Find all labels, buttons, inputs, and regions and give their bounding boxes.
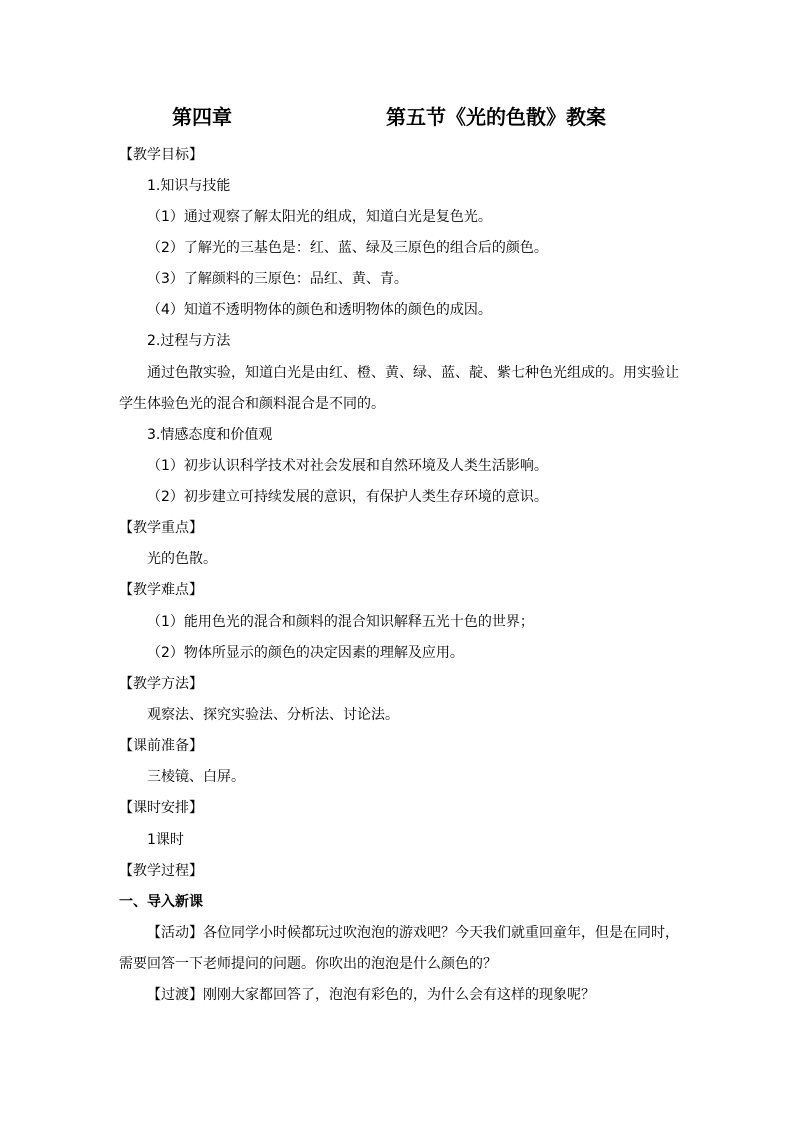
knowledge-item-2: （2）了解光的三基色是：红、蓝、绿及三原色的组合后的颜色。: [147, 240, 548, 256]
teaching-process-heading: 【教学过程】: [119, 863, 203, 879]
activity-line-1: 【活动】各位同学小时候都玩过吹泡泡的游戏吧？今天我们就重回童年，但是在同时，: [147, 925, 679, 941]
emotion-item-1: （1）初步认识科学技术对社会发展和自然环境及人类生活影响。: [147, 458, 548, 474]
schedule-heading: 【课时安排】: [119, 800, 203, 816]
key-points-heading: 【教学重点】: [119, 520, 203, 536]
process-heading: 2.过程与方法: [147, 333, 231, 349]
preparation-text: 三棱镜、白屏。: [147, 769, 245, 785]
difficulty-item-1: （1）能用色光的混合和颜料的混合知识解释五光十色的世界；: [147, 614, 534, 630]
activity-line-2: 需要回答一下老师提问的问题。你吹出的泡泡是什么颜色的？: [119, 956, 497, 972]
section-title: 第五节《光的色散》教案: [386, 105, 606, 129]
process-line-1: 通过色散实验，知道白光是由红、橙、黄、绿、蓝、靛、紫七种色光组成的。用实验让: [147, 365, 679, 381]
objectives-heading: 【教学目标】: [119, 147, 203, 163]
knowledge-item-4: （4）知道不透明物体的颜色和透明物体的颜色的成因。: [147, 302, 492, 318]
transition-line: 【过渡】刚刚大家都回答了，泡泡有彩色的，为什么会有这样的现象呢？: [147, 987, 595, 1003]
knowledge-heading: 1.知识与技能: [147, 178, 231, 194]
emotion-item-2: （2）初步建立可持续发展的意识，有保护人类生存环境的意识。: [147, 489, 548, 505]
methods-text: 观察法、探究实验法、分析法、讨论法。: [147, 707, 399, 723]
difficulties-heading: 【教学难点】: [119, 582, 203, 598]
schedule-text: 1课时: [147, 832, 184, 848]
part1-title: 一、导入新课: [119, 894, 203, 910]
difficulty-item-2: （2）物体所显示的颜色的决定因素的理解及应用。: [147, 645, 464, 661]
knowledge-item-3: （3）了解颜料的三原色：品红、黄、青。: [147, 271, 408, 287]
knowledge-item-1: （1）通过观察了解太阳光的组成，知道白光是复色光。: [147, 209, 492, 225]
methods-heading: 【教学方法】: [119, 676, 203, 692]
preparation-heading: 【课前准备】: [119, 738, 203, 754]
emotion-heading: 3.情感态度和价值观: [147, 427, 273, 443]
chapter-title: 第四章: [172, 105, 232, 129]
process-line-2: 学生体验色光的混合和颜料混合是不同的。: [119, 396, 385, 412]
key-points-text: 光的色散。: [147, 551, 217, 567]
